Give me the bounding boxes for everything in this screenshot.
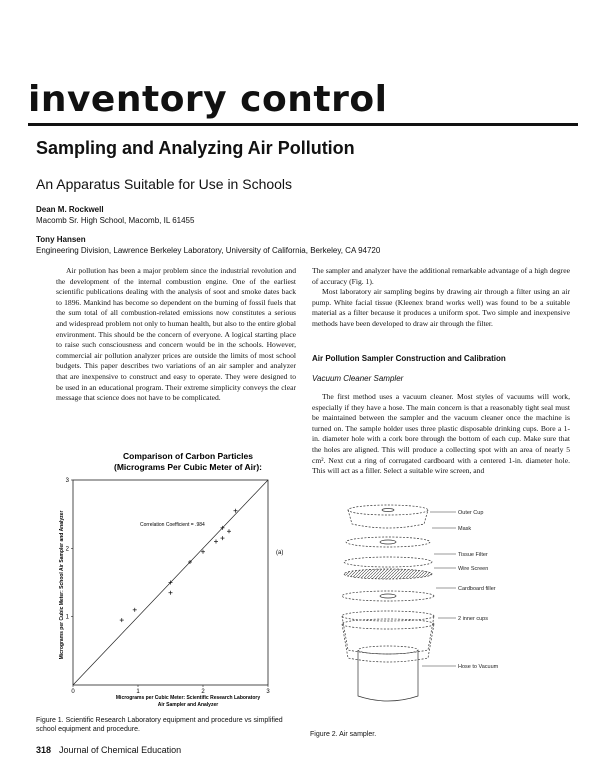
chart-ytick-label-1: 1 [65, 614, 69, 621]
author-name-2: Tony Hansen [36, 235, 86, 244]
chart-xtick-label-2: 2 [201, 689, 205, 695]
right-column-body [312, 392, 570, 477]
section-rule [28, 123, 578, 126]
figure-1-chart [40, 450, 290, 720]
right-column [312, 266, 570, 330]
tissue-filter-shape [344, 557, 432, 567]
author-affiliation-2: Engineering Division, Lawrence Berkeley Laboratory, University of California, Berkeley, CA 94720 [36, 246, 381, 255]
label-inner-cups: 2 inner cups [458, 616, 488, 622]
section-heading: Air Pollution Sampler Construction and Calibration [312, 354, 506, 363]
author-affiliation-1: Macomb Sr. High School, Macomb, IL 61455 [36, 216, 195, 225]
label-mask: Mask [458, 526, 472, 532]
left-column [56, 266, 296, 404]
chart-point-7 [214, 540, 218, 544]
subsection-heading: Vacuum Cleaner Sampler [312, 374, 404, 383]
chart-ytick-label-2: 2 [65, 546, 69, 553]
chart-subtitle: (Micrograms Per Cubic Meter of Air): [114, 462, 262, 472]
label-tissue-filter: Tissue Filter [458, 552, 488, 558]
vacuum-hose-shape [358, 650, 418, 701]
page-number: 318 [36, 745, 52, 755]
article-subtitle: An Apparatus Suitable for Use in Schools [36, 176, 293, 192]
chart-point-2 [133, 608, 137, 612]
right-paragraph-1: The sampler and analyzer have the additional remarkable advantage of a high degree of accuracy (Fig. 1). [312, 266, 570, 286]
label-outer-cup: Outer Cup [458, 510, 484, 516]
figure-1-caption: Figure 1. Scientific Research Laboratory equipment and procedure vs simplified school equipment and procedure. [36, 717, 283, 733]
article-title: Sampling and Analyzing Air Pollution [36, 138, 355, 158]
chart-side-label: (a) [276, 550, 284, 556]
figure-2-drawing [310, 500, 580, 728]
journal-name: Journal of Chemical Education [59, 745, 182, 755]
chart-point-4 [169, 591, 173, 595]
chart-ticks-group [66, 478, 271, 695]
chart-xtick-label-0: 0 [71, 689, 75, 695]
chart-point-10 [227, 529, 231, 533]
chart-point-1 [120, 618, 124, 622]
label-wire-screen: Wire Screen [458, 566, 489, 572]
cardboard-filler-shape [342, 591, 434, 601]
intro-paragraph: Air pollution has been a major problem since the industrial revolution and the development of the internal combustion engine. One of the earliest scientific publications dealing with the analysis of soot and smoke dates back to 1896. Mankind has become so dependent on the burning of fossil fuels that the sum total of all combustion-related emissions now constitutes a serious and widespread problem not only to human health, but also to the entire global environment. This should be the concern of everyone. A logical starting place to raise such consciousness and concern would be in the schools. However, commercial air pollution analyzer prices are outside the limits of most school budgets. This paper describes two variations of an air sampler and analyzer that are inexpensive to construct and easy to operate. They were designed to be used in an educational program. Their extreme simplicity conveys the clear message that science does not have to be complicated. [56, 266, 296, 403]
label-hose-to-vacuum: Hose to Vacuum [458, 664, 499, 670]
section-title: inventory control [28, 79, 388, 120]
label-cardboard-filler: Cardboard filler [458, 586, 496, 592]
chart-point-6 [201, 550, 205, 554]
chart-ylabel: Micrograms per Cubic Meter: School Air Sampler and Analyzer [59, 510, 65, 660]
chart-xtick-label-1: 1 [136, 689, 140, 695]
inner-cup-shape-2 [342, 619, 434, 629]
chart-point-8 [221, 536, 225, 540]
chart-ytick-label-3: 3 [65, 478, 69, 484]
chart-title: Comparison of Carbon Particles [123, 451, 253, 461]
mask-shape [346, 537, 430, 547]
chart-xtick-label-3: 3 [266, 689, 270, 695]
wire-screen-shape [344, 569, 432, 579]
outer-cup-shape [348, 505, 428, 515]
inner-cup-shape-1 [342, 611, 434, 621]
page-footer [36, 745, 181, 755]
right-paragraph-3: The first method uses a vacuum cleaner. Most styles of vacuums will work, especially if they have a hose. The main concern is that a reasonably tight seal must be maintained between the sampler and the vacuum cleaner once the machine is turned on. The sample holder uses three plastic disposable drinking cups. Bore a 1-in. diameter hole with a cork bore through the bottom of each cup. Make sure that the holes are aligned. This will produce a collecting spot with an area of nearly 5 cm². Next cut a ring of corrugated cardboard with a centered 1-in. diameter hole. This will act as a filler. Select a suitable wire screen, and [312, 392, 570, 476]
figure-2-caption: Figure 2. Air sampler. [310, 731, 377, 738]
right-paragraph-2: Most laboratory air sampling begins by drawing air through a filter using an air pump. White facial tissue (Kleenex brand works well) was found to be a suitable material as a filter because it produces a uniform spot. Two simple and inexpensive methods have been developed to draw air through the filter. [312, 287, 570, 328]
chart-xlabel-line1: Micrograms per Cubic Meter: Scientific Research Laboratory [115, 695, 261, 701]
chart-point-11 [234, 509, 238, 513]
chart-annotation: Correlation Coefficient = .984 [140, 522, 205, 528]
chart-xlabel-line2: Air Sampler and Analyzer [157, 702, 219, 708]
author-name-1: Dean M. Rockwell [36, 205, 104, 214]
